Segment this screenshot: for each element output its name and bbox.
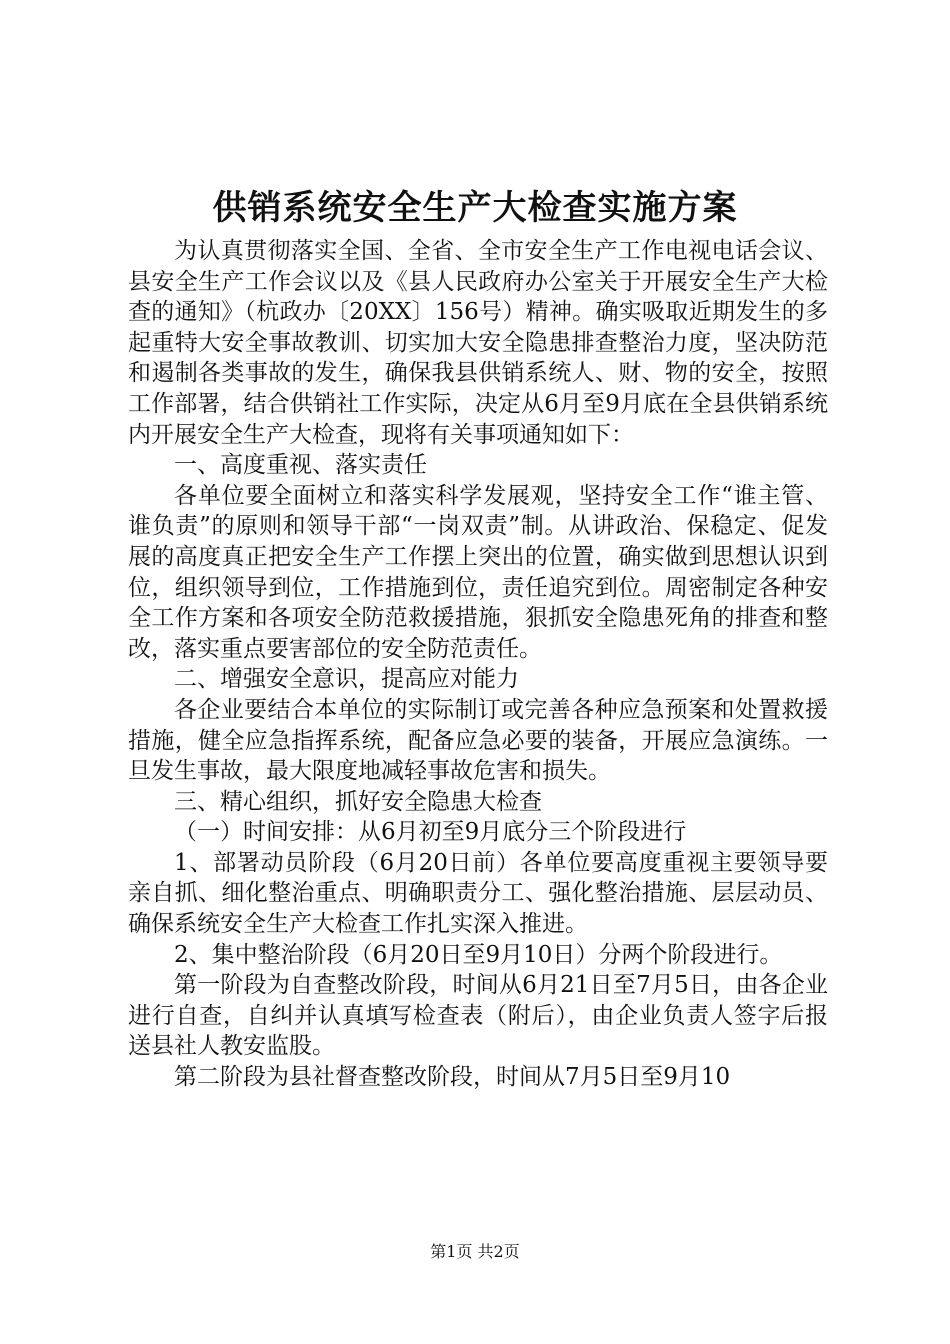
document-body	[128, 236, 828, 1093]
section-heading-3: 三、精心组织，抓好安全隐患大检查	[174, 788, 542, 815]
stage-1-paragraph: 1、部署动员阶段（6月20日前）各单位要高度重视主要领导要亲自抓、细化整治重点、明确职责分工、强化整治措施、层层动员、确保系统安全生产大检查工作扎实深入推进。	[128, 849, 828, 938]
document-title: 供销系统安全生产大检查实施方案	[212, 188, 738, 228]
subsection-heading-time-schedule: （一）时间安排：从6月初至9月底分三个阶段进行	[174, 819, 687, 846]
intro-paragraph: 为认真贯彻落实全国、全省、全市安全生产工作电视电话会议、县安全生产工作会议以及《县人民政府办公室关于开展安全生产大检查的通知》（杭政办〔20XX〕156号）精神。确实吸取近期发生的多起重特大安全事故教训、切实加大安全隐患排查整治力度，坚决防范和遏制各类事故的发生，确保我县供销系统人、财、物的安全，按照工作部署，结合供销社工作实际，决定从6月至9月底在全县供销系统内开展安全生产大检查，现将有关事项通知如下：	[128, 238, 828, 448]
section-heading-1: 一、高度重视、落实责任	[174, 452, 427, 479]
section-heading-2: 二、增强安全意识，提高应对能力	[174, 666, 519, 693]
page-footer: 第1页 共2页	[430, 1242, 520, 1261]
section-2-paragraph: 各企业要结合本单位的实际制订或完善各种应急预案和处置救援措施，健全应急指挥系统，配备应急必要的装备，开展应急演练。一旦发生事故，最大限度地减轻事故危害和损失。	[128, 696, 828, 785]
section-1-paragraph: 各单位要全面树立和落实科学发展观，坚持安全工作“谁主管、谁负责”的原则和领导干部“一岗双责”制。从讲政治、保稳定、促发展的高度真正把安全生产工作摆上突出的位置，确实做到思想认识到位，组织领导到位，工作措施到位，责任追究到位。周密制定各种安全工作方案和各项安全防范救援措施，狠抓安全隐患死角的排查和整改，落实重点要害部位的安全防范责任。	[128, 482, 828, 662]
phase-1-paragraph: 第一阶段为自查整改阶段，时间从6月21日至7月5日，由各企业进行自查，自纠并认真填写检查表（附后），由企业负责人签字后报送县社人教安监股。	[128, 972, 828, 1060]
phase-2-paragraph: 第二阶段为县社督查整改阶段，时间从7月5日至9月10	[174, 1064, 731, 1091]
stage-2-paragraph: 2、集中整治阶段（6月20日至9月10日）分两个阶段进行。	[174, 941, 783, 968]
